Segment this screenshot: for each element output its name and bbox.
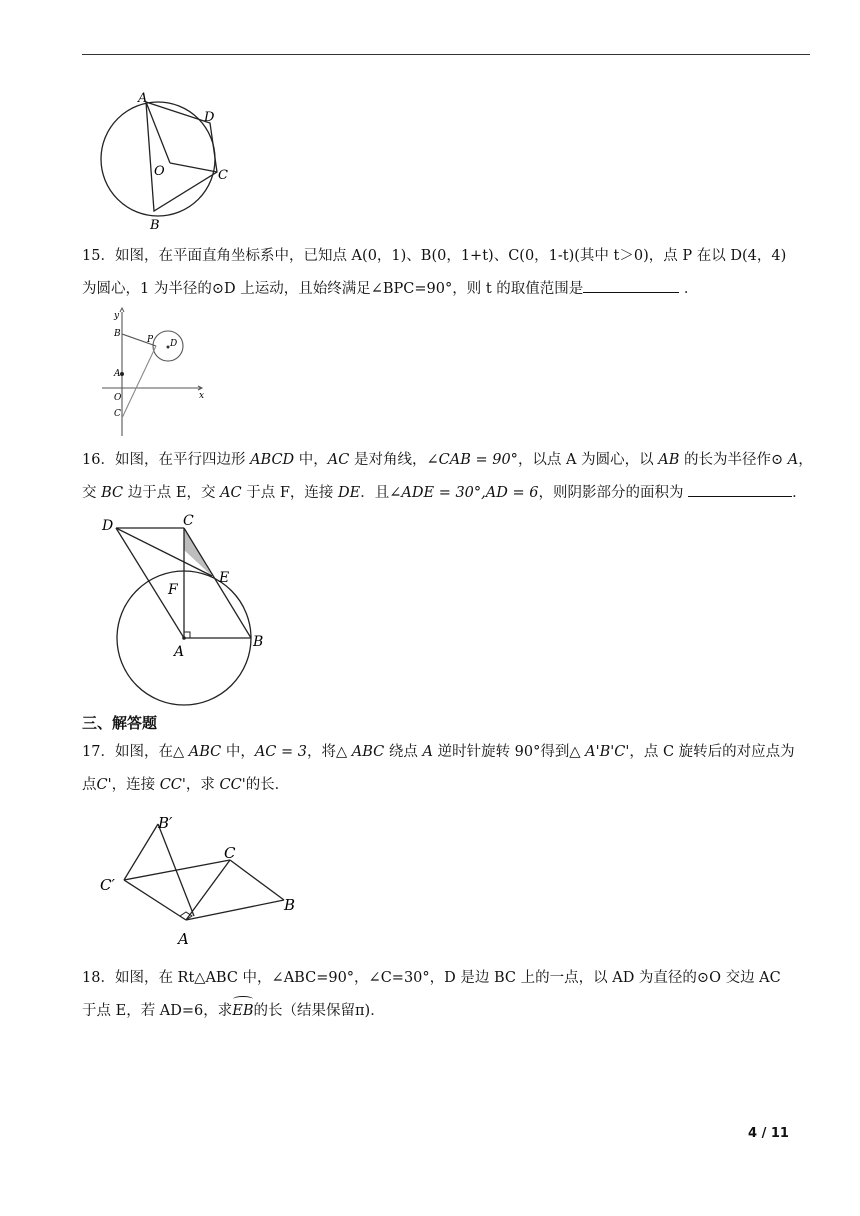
fig17-label-a: A [178,930,189,948]
q17-text: 逆时针旋转 90°得到△ [432,744,586,760]
fig17-label-c-prime: C′ [100,876,115,894]
q17-math: ABC [351,744,385,760]
q17-text: ，求 [185,777,220,793]
q16-text: ，以点 A 为圆心，以 [517,452,659,468]
fig16-label-f: F [168,582,178,598]
header-rule [82,54,810,55]
q18-arc-eb: EB [232,995,253,1028]
q17-math: CC' [159,777,186,793]
q15-tail: ． [683,281,699,297]
q17-math: A'B'C' [585,744,630,760]
q16-text: 于点 F，连接 [241,485,339,501]
q16-math: AC [220,485,242,501]
q15-line1: 如图，在平面直角坐标系中，已知点 A(0，1)、B(0，1+t)、C(0，1-t)(其中 t＞0)，点 P 在以 D(4，4) [114,248,787,264]
fig15-label-a: A [114,369,121,379]
answer-blank-15[interactable] [583,278,679,293]
fig16-label-d: D [102,518,114,534]
question-18 [82,962,810,1028]
q17-text: 的长． [245,777,290,793]
q17-math: A [422,744,433,760]
q16-math: DE [338,485,361,501]
q16-text: 的长为半径作⊙ [679,452,788,468]
fig15-label-x: x [199,391,205,401]
fig15-label-o: O [114,393,122,403]
fig16-label-e: E [219,570,230,586]
q16-number: 16． [82,452,115,468]
figure-rotated-triangles [98,810,308,950]
q16-text: 中， [294,452,328,468]
q17-text: 绕点 [384,744,423,760]
fig16-label-c: C [183,513,194,529]
figure-coordinate-circle [98,306,210,440]
q16-math: AB [658,452,680,468]
q18-text: 的长（结果保留π)． [253,1003,385,1019]
q17-text: ，连接 [111,777,160,793]
q16-math: BC [101,485,124,501]
fig17-label-b-prime: B′ [158,814,173,832]
fig15-label-c: C [114,409,121,419]
fig14-label-o: O [154,164,165,179]
fig15-label-p: P [147,335,154,345]
q17-math: ABC [188,744,222,760]
q16-text: 是对角线， [349,452,427,468]
q16-text: ． [792,485,807,501]
q16-math: A [787,452,799,468]
q17-math: CC' [219,777,246,793]
q16-math: AC [327,452,350,468]
fig15-label-y: y [114,311,120,321]
q18-number: 18． [82,970,115,986]
q16-text: 如图，在平行四边形 [114,452,251,468]
q16-text: 边于点 E，交 [123,485,221,501]
question-17 [82,736,810,802]
section-heading: 三、解答题 [82,714,158,732]
fig14-label-a: A [138,91,148,106]
q17-text: ，将△ [307,744,352,760]
q16-math: ABCD [250,452,295,468]
q15-line2: 为圆心，1 为半径的⊙D 上运动，且始终满足∠BPC=90°，则 t 的取值范围是 [82,281,584,297]
q16-text: ．且 [360,485,390,501]
q17-text: 如图，在△ [114,744,189,760]
q17-text: ，点 C 旋转后的对应点为 [629,744,795,760]
fig17-label-c: C [224,844,236,862]
q16-text: ，则阴影部分的面积为 [538,485,689,501]
q17-math: C' [96,777,112,793]
q17-number: 17． [82,744,115,760]
q16-math: ∠ADE = 30°,AD = 6 [389,485,539,501]
answer-blank-16[interactable] [688,482,792,497]
page-number: 4 / 11 [748,1126,789,1141]
fig15-label-d: D [170,339,178,349]
figure-parallelogram-circle [96,510,276,710]
q17-math: AC = 3 [254,744,307,760]
fig16-label-a: A [174,644,185,660]
figure-circle-abcd [96,86,246,234]
fig15-label-b: B [114,329,121,339]
fig14-label-c: C [218,168,228,183]
q16-text: ， [798,452,813,468]
fig16-label-b: B [253,634,264,650]
fig14-label-d: D [204,110,215,125]
question-15 [82,240,810,306]
question-16 [82,444,813,510]
q15-number: 15． [82,248,115,264]
q17-text: 中， [221,744,255,760]
q18-line1: 如图，在 Rt△ABC 中，∠ABC=90°，∠C=30°，D 是边 BC 上的一点，以 AD 为直径的⊙O 交边 AC [114,970,781,986]
q16-text: 交 [82,485,102,501]
fig14-label-b: B [150,218,160,233]
q17-text: 点 [82,777,97,793]
q18-text: 于点 E，若 AD=6，求 [82,1003,233,1019]
q16-math: ∠CAB = 90° [426,452,518,468]
fig17-label-b: B [284,896,296,914]
